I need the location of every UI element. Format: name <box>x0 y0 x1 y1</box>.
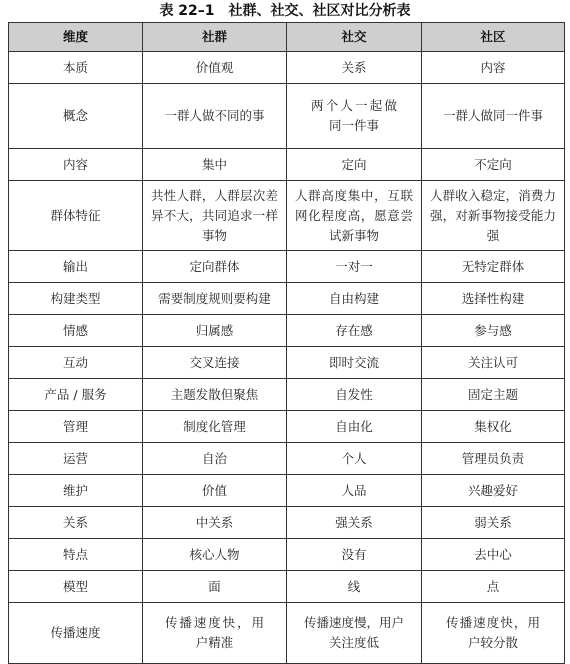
cell: 关注认可 <box>422 347 565 379</box>
table-row <box>9 539 565 571</box>
cell: 两个人一起做同一件事 <box>287 84 422 149</box>
row-label: 内容 <box>9 149 143 181</box>
cell: 传播速度慢，用户关注度低 <box>287 603 422 664</box>
cell: 弱关系 <box>422 507 565 539</box>
cell: 需要制度规则要构建 <box>143 283 287 315</box>
cell: 集中 <box>143 149 287 181</box>
table-row <box>9 475 565 507</box>
cell: 人群高度集中，互联网化程度高，愿意尝试新事物 <box>287 181 422 251</box>
cell: 中关系 <box>143 507 287 539</box>
row-label: 特点 <box>9 539 143 571</box>
cell: 自发性 <box>287 379 422 411</box>
row-label: 模型 <box>9 571 143 603</box>
table-row <box>9 149 565 181</box>
cell: 定向群体 <box>143 251 287 283</box>
cell: 固定主题 <box>422 379 565 411</box>
cell: 面 <box>143 571 287 603</box>
table-row <box>9 571 565 603</box>
cell: 存在感 <box>287 315 422 347</box>
cell: 强关系 <box>287 507 422 539</box>
cell: 集权化 <box>422 411 565 443</box>
header-neighborhood: 社区 <box>422 23 565 52</box>
header-social: 社交 <box>287 23 422 52</box>
table-row <box>9 411 565 443</box>
table-row <box>9 181 565 251</box>
cell: 价值 <box>143 475 287 507</box>
cell: 参与感 <box>422 315 565 347</box>
row-label: 构建类型 <box>9 283 143 315</box>
table-row <box>9 283 565 315</box>
cell: 共性人群，人群层次差异不大，共同追求一样事物 <box>143 181 287 251</box>
cell: 人品 <box>287 475 422 507</box>
cell: 自由化 <box>287 411 422 443</box>
table-row <box>9 315 565 347</box>
row-label: 维护 <box>9 475 143 507</box>
cell: 核心人物 <box>143 539 287 571</box>
row-label: 运营 <box>9 443 143 475</box>
cell: 人群收入稳定，消费力强，对新事物接受能力强 <box>422 181 565 251</box>
cell: 选择性构建 <box>422 283 565 315</box>
cell: 自治 <box>143 443 287 475</box>
cell: 个人 <box>287 443 422 475</box>
cell: 去中心 <box>422 539 565 571</box>
cell: 兴趣爱好 <box>422 475 565 507</box>
row-label: 传播速度 <box>9 603 143 664</box>
cell: 没有 <box>287 539 422 571</box>
cell: 关系 <box>287 52 422 84</box>
row-label: 概念 <box>9 84 143 149</box>
table-row <box>9 251 565 283</box>
row-label: 管理 <box>9 411 143 443</box>
row-label: 情感 <box>9 315 143 347</box>
cell: 内容 <box>422 52 565 84</box>
header-community: 社群 <box>143 23 287 52</box>
row-label: 本质 <box>9 52 143 84</box>
cell: 无特定群体 <box>422 251 565 283</box>
row-label: 群体特征 <box>9 181 143 251</box>
cell: 自由构建 <box>287 283 422 315</box>
table-row <box>9 603 565 664</box>
cell: 传播速度快，用户精准 <box>143 603 287 664</box>
cell: 线 <box>287 571 422 603</box>
cell: 不定向 <box>422 149 565 181</box>
cell: 一群人做不同的事 <box>143 84 287 149</box>
cell: 价值观 <box>143 52 287 84</box>
cell: 主题发散但聚焦 <box>143 379 287 411</box>
header-dimension: 维度 <box>9 23 143 52</box>
table-row <box>9 52 565 84</box>
table-row <box>9 84 565 149</box>
cell: 归属感 <box>143 315 287 347</box>
cell: 交叉连接 <box>143 347 287 379</box>
cell: 传播速度快，用户较分散 <box>422 603 565 664</box>
comparison-table <box>8 22 565 664</box>
row-label: 输出 <box>9 251 143 283</box>
table-row <box>9 443 565 475</box>
cell: 点 <box>422 571 565 603</box>
cell: 即时交流 <box>287 347 422 379</box>
table-header-row <box>9 23 565 52</box>
row-label: 互动 <box>9 347 143 379</box>
cell: 管理员负责 <box>422 443 565 475</box>
table-title: 表 22–1 社群、社交、社区对比分析表 <box>159 3 411 19</box>
cell: 制度化管理 <box>143 411 287 443</box>
cell: 定向 <box>287 149 422 181</box>
cell: 一群人做同一件事 <box>422 84 565 149</box>
row-label: 关系 <box>9 507 143 539</box>
table-row <box>9 507 565 539</box>
table-row <box>9 379 565 411</box>
table-row <box>9 347 565 379</box>
row-label: 产品 / 服务 <box>9 379 143 411</box>
cell: 一对一 <box>287 251 422 283</box>
